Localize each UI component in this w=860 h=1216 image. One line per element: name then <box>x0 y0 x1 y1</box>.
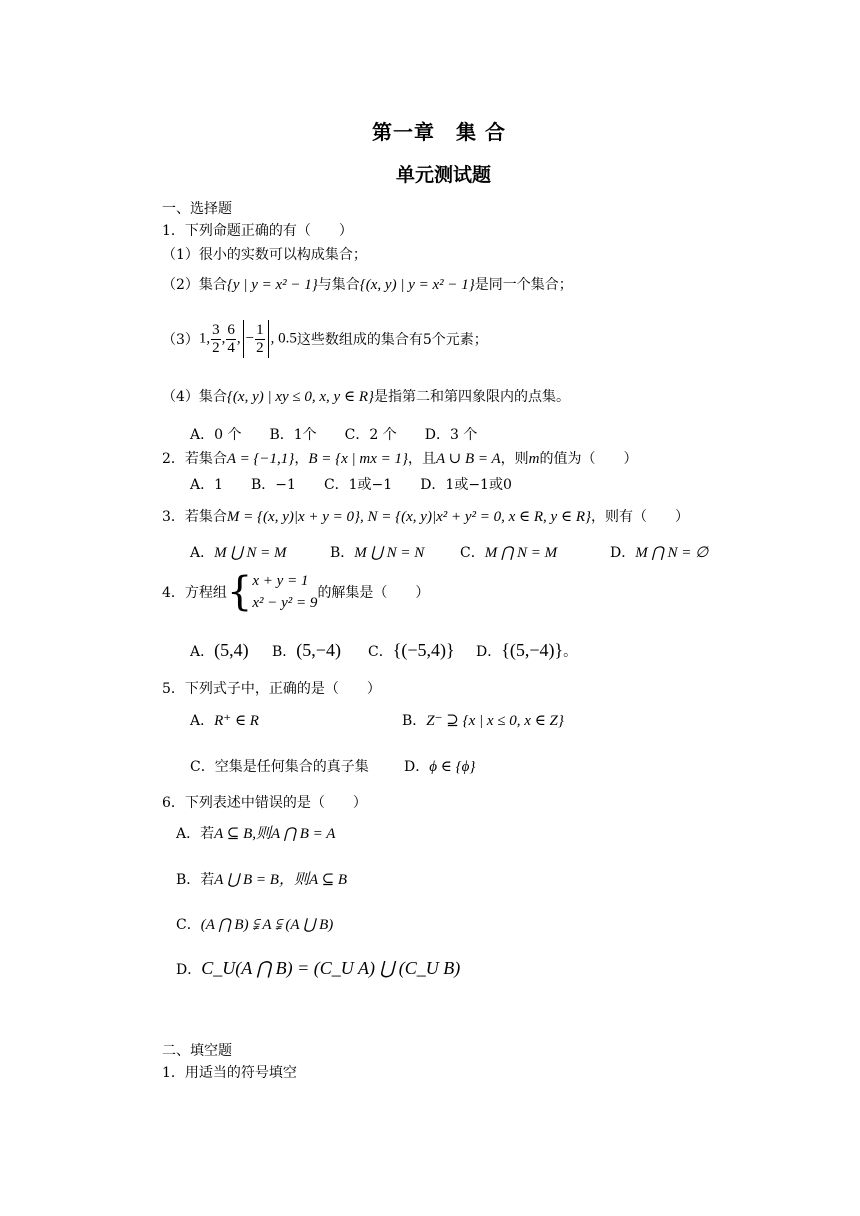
q4-option-b: B．(5,−4) <box>272 640 341 660</box>
q1-point-set: {(x, y) | xy ≤ 0, x, y ∈ R} <box>226 389 374 405</box>
q1-set-a: {y | y = x² − 1} <box>226 277 318 293</box>
q4-option-c: C．{(−5,4)} <box>368 640 455 660</box>
q2-condition: A ∪ B = A <box>436 451 501 467</box>
q4-option-a: A．(5,4) <box>190 640 249 660</box>
q5-option-c: C．空集是任何集合的真子集 <box>190 759 369 775</box>
fill-q1-stem: 1．用适当的符号填空 <box>162 1065 297 1081</box>
q5-stem: 5．下列式子中，正确的是（ ） <box>162 681 381 697</box>
page-subtitle: 单元测试题 <box>396 164 492 186</box>
q1-set-b: {(x, y) | y = x² − 1} <box>359 277 475 293</box>
q4-stem: 4．方程组 { x + y = 1 x² − y² = 9 的解集是（ ） <box>162 569 430 615</box>
q3-option-d: D．M ⋂ N = ∅ <box>610 545 709 561</box>
q6-option-b: B．若A ⋃ B = B，则A ⊆ B <box>176 872 348 888</box>
q4-option-d: D．{(5,−4)}。 <box>476 640 578 660</box>
q3-stem: 3．若集合M = {(x, y)|x + y = 0}, N = {(x, y)|x² + y² = 0, x ∈ R, y ∈ R}，则有（ ） <box>162 509 689 525</box>
q1-statement-2: （2）集合{y | y = x² − 1}与集合{(x, y) | y = x² − 1}是同一个集合； <box>162 277 573 293</box>
section-choice-heading: 一、选择题 <box>162 201 232 217</box>
q6-option-d: D．C_U(A ⋂ B) = (C_U A) ⋃ (C_U B) <box>176 958 461 978</box>
q6-stem: 6．下列表述中错误的是（ ） <box>162 795 367 811</box>
q2-stem: 2．若集合A = {−1,1}，B = {x | mx = 1}，且A ∪ B = A，则m的值为（ ） <box>162 451 638 467</box>
q1-statement-4: （4）集合{(x, y) | xy ≤ 0, x, y ∈ R}是指第二和第四象限内的点集。 <box>162 389 570 405</box>
q3-option-b: B．M ⋃ N = N <box>330 545 425 561</box>
equation-system: x + y = 1 x² − y² = 9 <box>252 573 318 611</box>
q1-options: A．0 个 B．1个 C．2 个 D．3 个 <box>190 427 478 443</box>
q1-number-list: 1, $\frac{3}{2}$ , $\frac{6}{4}$ , − $\frac{1}{2}$ , 0.5 <box>199 320 297 358</box>
q1-statement-1: （1）很小的实数可以构成集合； <box>162 247 367 263</box>
q3-option-a: A．M ⋃ N = M <box>190 545 287 561</box>
q6-option-a: A．若A ⊆ B,则A ⋂ B = A <box>176 826 336 842</box>
q2-options: A．1 B．−1 C．1或−1 D．1或−1或0 <box>190 477 512 493</box>
q5-option-d: D．ϕ ∈ {ϕ} <box>404 759 476 775</box>
q2-set-b: B = {x | mx = 1} <box>308 451 408 467</box>
q3-option-c: C．M ⋂ N = M <box>460 545 558 561</box>
page-title: 第一章 集 合 <box>372 120 506 144</box>
q1-statement-3: （3） 1, $\frac{3}{2}$ , $\frac{6}{4}$ , − $\frac{1}{2}$ , 0.5 这些数组成的集合有5个元素； <box>162 320 488 358</box>
q5-option-a: A．R⁺ ∈ R <box>190 713 259 729</box>
q6-option-c: C．(A ⋂ B) ⫋ A ⫋ (A ⋃ B) <box>176 917 334 933</box>
q3-sets: M = {(x, y)|x + y = 0}, N = {(x, y)|x² + y² = 0, x ∈ R, y ∈ R} <box>226 509 591 525</box>
q5-option-b: B．Z⁻ ⊇ {x | x ≤ 0, x ∈ Z} <box>402 713 564 729</box>
q2-set-a: A = {−1,1} <box>226 451 295 467</box>
q1-stem: 1．下列命题正确的有（ ） <box>162 223 353 239</box>
section-fill-heading: 二、填空题 <box>162 1043 232 1059</box>
left-brace: { <box>226 569 253 615</box>
